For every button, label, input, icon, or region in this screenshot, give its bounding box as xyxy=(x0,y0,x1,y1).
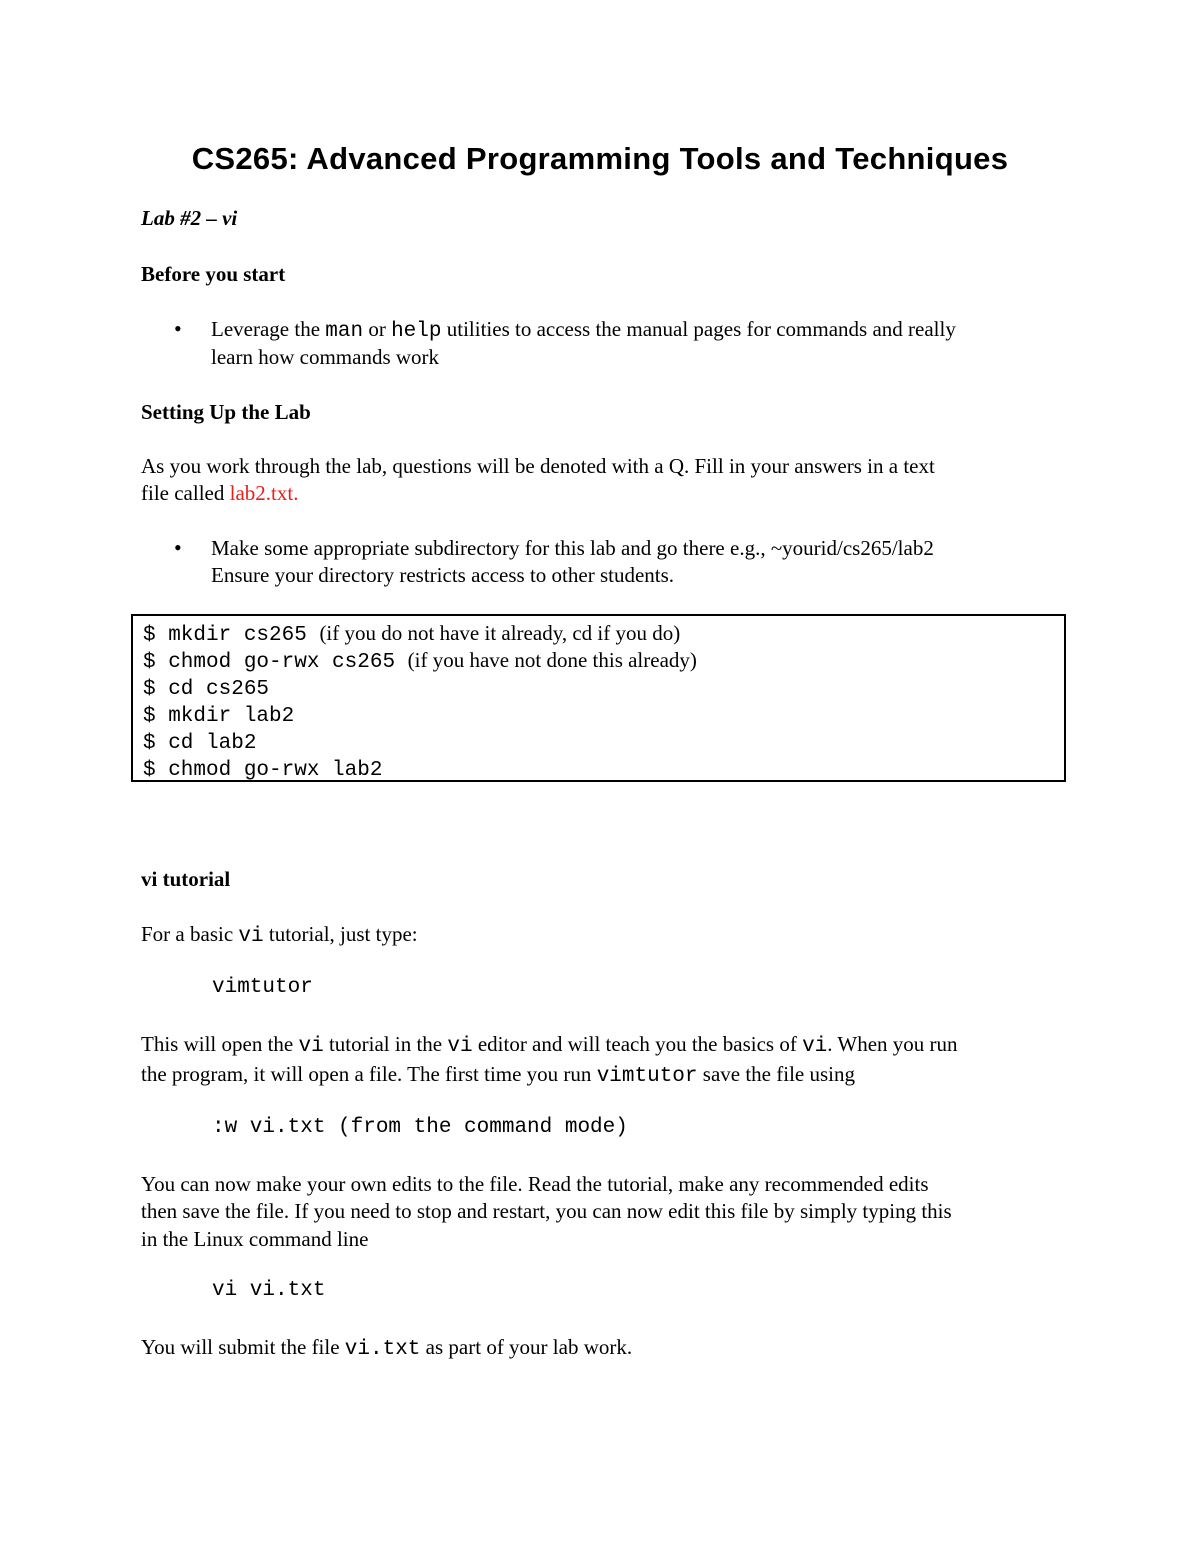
before-bullet-line1: Leverage the man or help utilities to access the manual pages for commands and really xyxy=(211,317,956,343)
setup-para-line2: file called lab2.txt. xyxy=(141,481,299,505)
tutorial-para1-line2: the program, it will open a file. The first time you run vimtutor save the file using xyxy=(141,1062,855,1088)
setup-bullet-line1: Make some appropriate subdirectory for this lab and go there e.g., ~yourid/cs265/lab2 xyxy=(211,536,934,560)
lab-label: Lab #2 – vi xyxy=(141,206,238,230)
command-line: $ mkdir cs265 (if you do not have it already, cd if you do) xyxy=(143,621,681,647)
command-line: $ cd cs265 xyxy=(143,678,270,701)
tutorial-para2-line3: in the Linux command line xyxy=(141,1227,369,1251)
tutorial-heading: vi tutorial xyxy=(141,867,231,891)
bullet-icon: • xyxy=(174,316,182,341)
setup-heading: Setting Up the Lab xyxy=(141,400,311,424)
tutorial-para2-line2: then save the file. If you need to stop and restart, you can now edit this file by simply typing this xyxy=(141,1199,952,1223)
command-line: $ cd lab2 xyxy=(143,732,257,755)
before-heading: Before you start xyxy=(141,262,286,286)
before-bullet-line2: learn how commands work xyxy=(211,345,440,369)
code-vi-command: vi vi.txt xyxy=(212,1279,326,1302)
tutorial-para2-line1: You can now make your own edits to the file. Read the tutorial, make any recommended edits xyxy=(141,1172,929,1196)
command-line: $ mkdir lab2 xyxy=(143,705,295,728)
code-save-command: :w vi.txt (from the command mode) xyxy=(212,1116,628,1139)
page-title: CS265: Advanced Programming Tools and Techniques xyxy=(191,141,1009,176)
tutorial-intro: For a basic vi tutorial, just type: xyxy=(141,922,418,948)
setup-bullet-line2: Ensure your directory restricts access to other students. xyxy=(211,563,675,587)
code-vimtutor: vimtutor xyxy=(212,976,313,999)
command-line: $ chmod go-rwx lab2 xyxy=(143,759,383,782)
command-line: $ chmod go-rwx cs265 (if you have not done this already) xyxy=(143,648,697,674)
bullet-icon: • xyxy=(174,535,182,560)
command-box xyxy=(131,614,1066,782)
tutorial-para1-line1: This will open the vi tutorial in the vi editor and will teach you the basics of vi. When you run xyxy=(141,1032,958,1058)
setup-para-line1: As you work through the lab, questions will be denoted with a Q. Fill in your answers in a text xyxy=(141,454,935,478)
tutorial-para3: You will submit the file vi.txt as part of your lab work. xyxy=(141,1335,633,1361)
lab2-filename: lab2.txt. xyxy=(229,481,299,505)
